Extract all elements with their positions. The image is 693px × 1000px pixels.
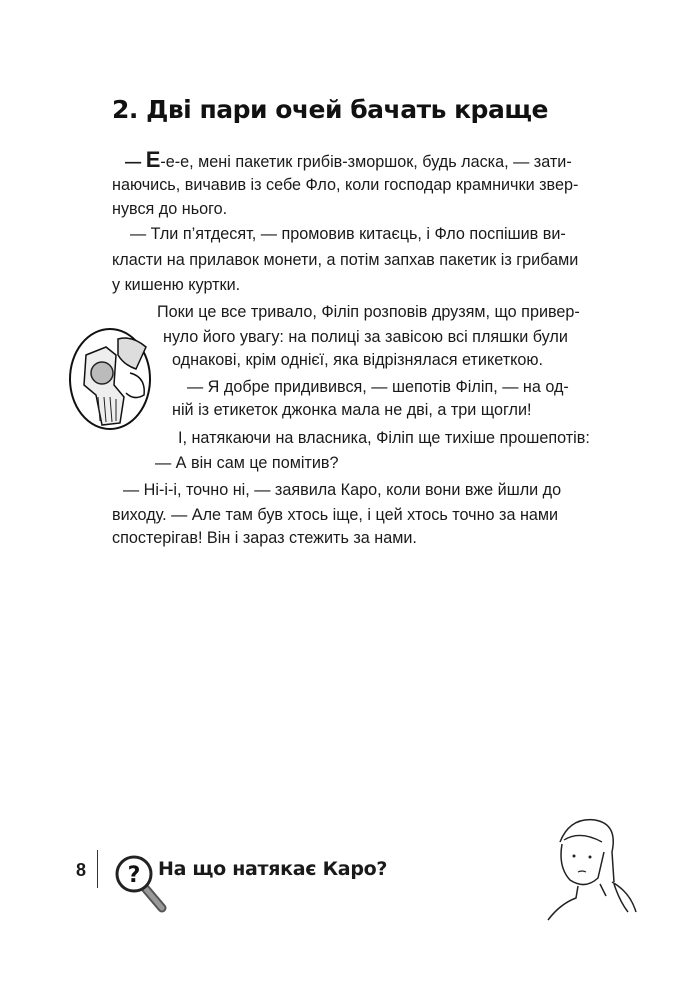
bottle-label-illustration [66,325,158,433]
text-line: Поки це все тривало, Філіп розповів друзям, що привер- [157,303,580,321]
divider [97,850,98,888]
text-line: наючись, вичавив із себе Фло, коли господар крамнички звер- [112,176,579,194]
line-text: -е-е, мені пакетик грибів-зморшок, будь ласка, — зати- [160,153,572,171]
dash: — [125,153,146,171]
text-line: — Я добре придивився, — шепотів Філіп, — на од- [187,378,569,396]
text-line [125,147,572,172]
text-line: І, натякаючи на власника, Філіп ще тихіше прошепотів: [178,429,590,447]
text-line: виходу. — Але там був хтось іще, і цей хтось точно за нами [112,506,559,524]
text-line: — Тли п’ятдесят, — промовив китаєць, і Фло поспішив ви- [130,225,566,243]
text-line: нуло його увагу: на полиці за завісою всі пляшки були [163,328,568,346]
text-line: однакові, крім однієї, яка відрізнялася етикеткою. [172,351,544,369]
svg-text:?: ? [127,863,141,888]
text-line: спостерігав! Він і зараз стежить за нами. [112,529,417,547]
text-line: — А він сам це помітив? [155,454,339,472]
drop-initial: Е [145,147,161,172]
text-line: нувся до нього. [112,200,228,218]
text-line: у кишеню куртки. [112,276,241,294]
chapter-title: 2. Дві пари очей бачать краще [112,95,548,124]
page-number: 8 [76,860,87,880]
text-line: — Ні-і-і, точно ні, — заявила Каро, коли вони вже йшли до [123,481,562,499]
question-text: На що натякає Каро? [158,858,388,880]
girl-illustration [540,812,650,922]
text-line: класти на прилавок монети, а потім запхав пакетик із грибами [112,251,579,269]
text-line: ній із етикеток джонка мала не дві, а три щогли! [172,401,532,419]
